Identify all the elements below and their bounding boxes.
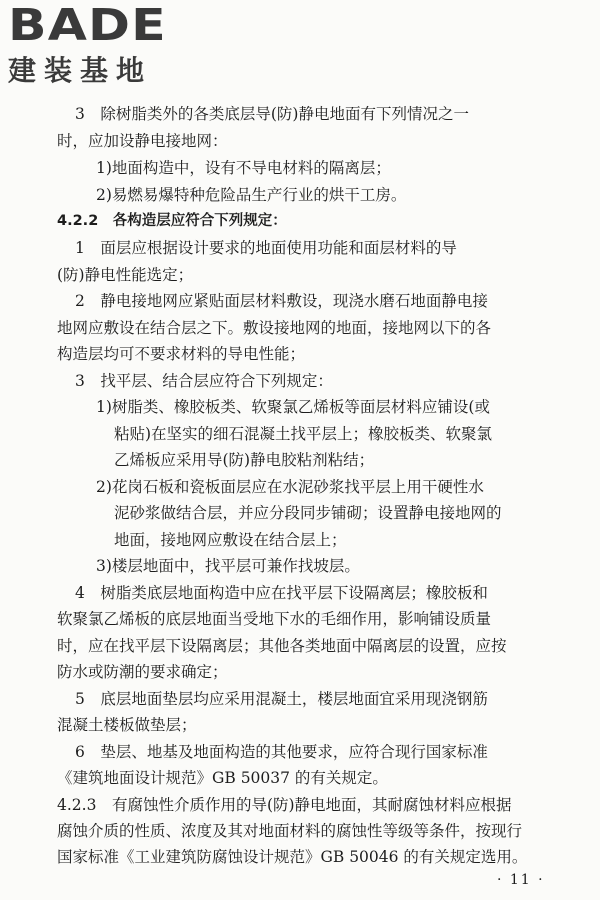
text-line: 1)树脂类、橡胶板类、软聚氯乙烯板等面层材料应铺设(或 <box>96 398 490 416</box>
text-line: 2)易燃易爆特种危险品生产行业的烘干工房。 <box>96 186 407 204</box>
text-line: 4 树脂类底层地面构造中应在找平层下设隔离层；橡胶板和 <box>75 584 488 602</box>
text-line: 3)楼层地面中，找平层可兼作找坡层。 <box>96 557 360 575</box>
text-line: 3 除树脂类外的各类底层导(防)静电地面有下列情况之一 <box>75 105 469 123</box>
text-line: 《建筑地面设计规范》GB 50037 的有关规定。 <box>57 769 388 787</box>
text-line: 6 垫层、地基及地面构造的其他要求，应符合现行国家标准 <box>75 743 488 761</box>
text-line: 5 底层地面垫层均应采用混凝土，楼层地面宜采用现浇钢筋 <box>75 690 488 708</box>
text-line: 粘贴)在坚实的细石混凝土找平层上；橡胶板类、软聚氯 <box>114 425 493 443</box>
text-line: 国家标准《工业建筑防腐蚀设计规范》GB 50046 的有关规定选用。 <box>57 848 528 866</box>
section-heading: 4.2.2 各构造层应符合下列规定： <box>57 213 287 229</box>
text-line: 混凝土楼板做垫层； <box>57 716 197 734</box>
logo-subtitle: 建装基地 <box>8 54 153 87</box>
text-line: 3 找平层、结合层应符合下列规定： <box>75 372 333 390</box>
text-line: 软聚氯乙烯板的底层地面当受地下水的毛细作用，影响铺设质量 <box>57 610 492 628</box>
text-line: 2 静电接地网应紧贴面层材料敷设，现浇水磨石地面静电接 <box>75 292 488 310</box>
text-line: 1)地面构造中，设有不导电材料的隔离层； <box>96 159 391 177</box>
text-line: 构造层均可不要求材料的导电性能； <box>57 345 306 363</box>
text-line: 防水或防潮的要求确定； <box>57 663 228 681</box>
text-line: 腐蚀介质的性质、浓度及其对地面材料的腐蚀性等级等条件，按现行 <box>57 822 523 840</box>
text-line: 时，应在找平层下设隔离层；其他各类地面中隔离层的设置，应按 <box>57 637 507 655</box>
section-paragraph: 4.2.3 有腐蚀性介质作用的导(防)静电地面，其耐腐蚀材料应根据 <box>57 796 512 814</box>
text-line: 2)花岗石板和瓷板面层应在水泥砂浆找平层上用干硬性水 <box>96 478 484 496</box>
text-line: 时，应加设静电接地网： <box>57 132 228 150</box>
text-line: 地网应敷设在结合层之下。敷设接地网的地面，接地网以下的各 <box>57 319 492 337</box>
text-line: 乙烯板应采用导(防)静电胶粘剂粘结； <box>114 451 375 469</box>
logo <box>8 0 178 88</box>
text-line: 地面，接地网应敷设在结合层上； <box>114 531 347 549</box>
text-line: 1 面层应根据设计要求的地面使用功能和面层材料的导 <box>75 239 457 257</box>
text-line: (防)静电性能选定； <box>57 266 194 284</box>
page-number: · 11 · <box>497 872 545 888</box>
logo-brand: BADE <box>8 0 167 51</box>
text-line: 泥砂浆做结合层，并应分段同步铺砌；设置静电接地网的 <box>114 504 502 522</box>
